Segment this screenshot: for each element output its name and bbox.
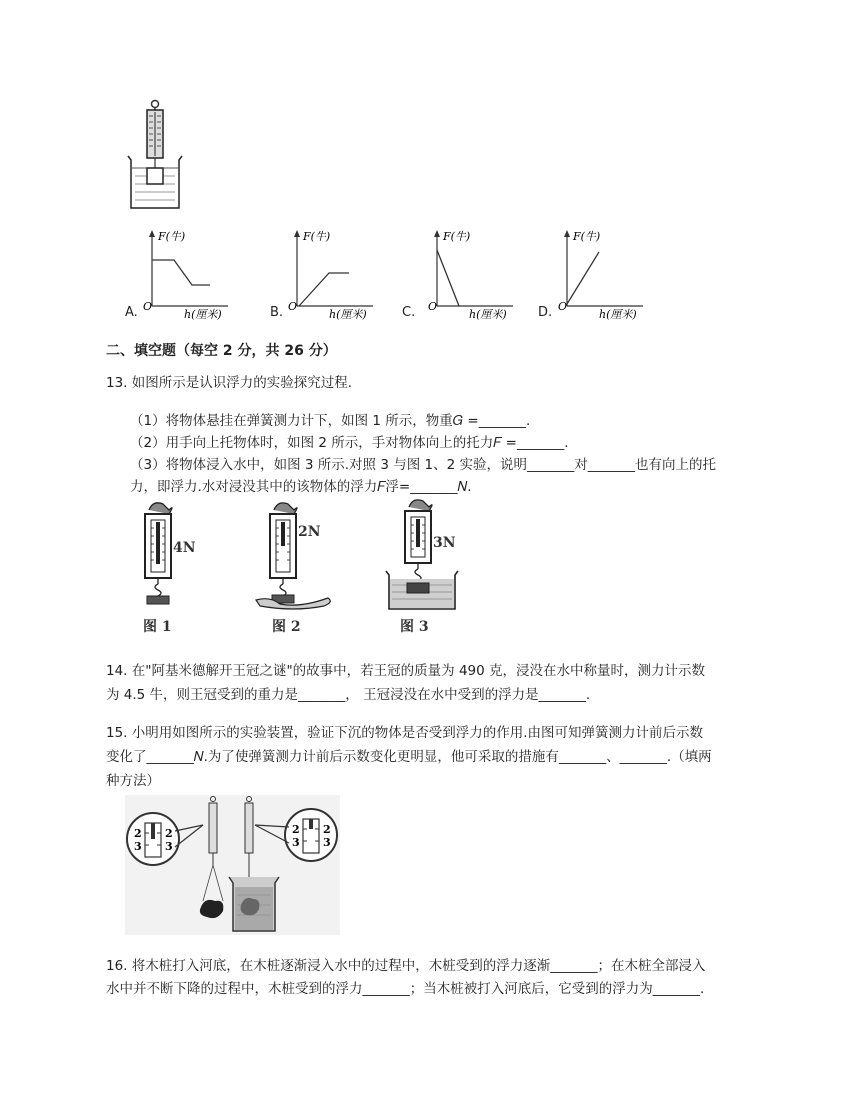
fig1-reading: 4N [173,540,196,556]
origin-label: O [143,300,153,313]
option-c-graph [425,228,517,320]
scale-label: 2 [134,827,142,840]
option-b-graph [285,228,377,320]
q16-line2: 水中并不断下降的过程中，木桩受到的浮力_______；当木桩被打入河底后，它受到的浮力为_______. [106,981,705,997]
scale-label: 2 [165,827,173,840]
y-axis-label: F(牛) [303,230,331,243]
spring-scale-beaker-figure [125,98,185,213]
q15-experiment-figure [125,795,340,935]
q13-line4: 力，即浮力.水对浸没其中的该物体的浮力𝐹浮=_______𝑁. [130,479,472,495]
q16-line1: 16. 将木桩打入河底，在木桩逐渐浸入水中的过程中，木桩受到的浮力逐渐_______；在木桩全部浸入 [106,958,706,974]
y-axis-label: F(牛) [573,230,601,243]
option-d-graph [555,228,647,320]
q13-line3: （3）将物体浸入水中，如图 3 所示.对照 3 与图 1、2 实验，说明_______对_______也有向上的托 [130,457,716,473]
scale-label: 3 [323,836,331,849]
q13-line1: （1）将物体悬挂在弹簧测力计下，如图 1 所示，物重𝐺 =_______. [130,413,531,429]
origin-label: O [558,300,568,313]
y-axis-label: F(牛) [443,230,471,243]
scale-label: 3 [165,840,173,853]
option-b-label[interactable]: B. [270,305,284,320]
x-axis-label: h(厘米) [329,308,367,320]
fig1-caption: 图 1 [143,619,172,635]
fig2-reading: 2N [298,524,321,540]
fig3-spring-scale-water [380,497,470,612]
x-axis-label: h(厘米) [184,308,222,320]
q15-line3: 种方法） [106,773,160,789]
scale-label: 3 [134,840,142,853]
y-axis-label: F(牛) [158,230,186,243]
q13-stem: 13. 如图所示是认识浮力的实验探究过程. [106,375,353,391]
q15-line2: 变化了_______𝑁.为了使弹簧测力计前后示数变化更明显，他可采取的措施有_______、_______.（填两 [106,749,712,765]
scale-label: 2 [292,823,300,836]
section-heading: 二、填空题（每空 2 分，共 26 分） [106,343,337,359]
x-axis-label: h(厘米) [599,308,637,320]
q14-line2: 为 4.5 牛，则王冠受到的重力是_______， 王冠浸没在水中受到的浮力是_______. [106,687,591,703]
fig1-spring-scale [135,500,205,605]
scale-label: 3 [292,836,300,849]
option-a-graph [140,228,232,320]
q13-line2: （2）用手向上托物体时，如图 2 所示，手对物体向上的托力𝐹 =_______. [130,435,569,451]
q14-line1: 14. 在"阿基米德解开王冠之谜"的故事中，若王冠的质量为 490 克，浸没在水中称量时，测力计示数 [106,663,706,679]
origin-label: O [428,300,438,313]
fig3-caption: 图 3 [400,619,429,635]
fig3-reading: 3N [433,535,456,551]
x-axis-label: h(厘米) [469,308,507,320]
fig2-spring-scale-hand [250,500,340,610]
option-d-label[interactable]: D. [538,305,553,320]
option-c-label[interactable]: C. [402,305,416,320]
option-a-label[interactable]: A. [125,305,138,320]
origin-label: O [288,300,298,313]
fig2-caption: 图 2 [272,619,301,635]
scale-label: 2 [323,823,331,836]
q15-line1: 15. 小明用如图所示的实验装置，验证下沉的物体是否受到浮力的作用.由图可知弹簧测力计前后示数 [106,725,704,741]
